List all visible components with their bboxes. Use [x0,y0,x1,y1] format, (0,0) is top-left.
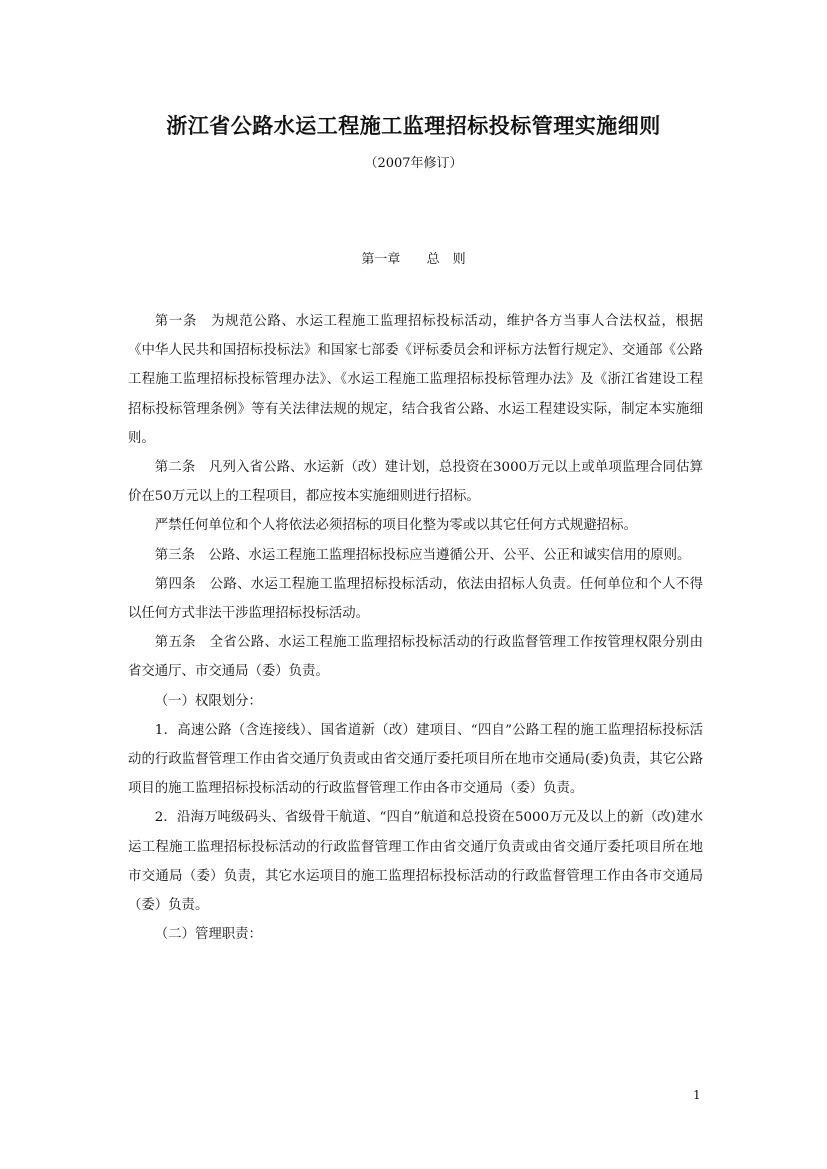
article-1: 第一条 为规范公路、水运工程施工监理招标投标活动，维护各方当事人合法权益，根据《中华人民共和国招标投标法》和国家七部委《评标委员会和评标方法暂行规定》、交通部《公路工程施工监理招标投标管理办法》、《水运工程施工监理招标投标管理办法》及《浙江省建设工程招标投标管理条例》等有关法律法规的规定，结合我省公路、水运工程建设实际，制定本实施细则。 [128,314,703,446]
page-number: 1 [693,1088,701,1102]
authority-item-1: 1．高速公路（含连接线）、国省道新（改）建项目、“四自”公路工程的施工监理招标投标活动的行政监督管理工作由省交通厅负责或由省交通厅委托项目所在地市交通局(委)负责，其它公路项目的施工监理招标投标活动的行政监督管理工作由各市交通局（委）负责。 [128,722,703,797]
section-duties: （二）管理职责： [154,927,262,943]
document-title: 浙江省公路水运工程施工监理招标投标管理实施细则 [166,113,661,138]
section-authority: （一）权限划分： [154,693,262,709]
chapter-heading [0,248,827,267]
article-2: 第二条 凡列入省公路、水运新（改）建计划，总投资在3000万元以上或单项监理合同估算价在50万元以上的工程项目，都应按本实施细则进行招标。 [128,460,703,505]
chapter-number: 第一章 [361,252,401,267]
article-3: 第三条 公路、水运工程施工监理招标投标应当遵循公开、公平、公正和诚实信用的原则。 [154,547,691,563]
article-2-note: 严禁任何单位和个人将依法必须招标的项目化整为零或以其它任何方式规避招标。 [154,518,637,534]
article-4: 第四条 公路、水运工程施工监理招标投标活动，依法由招标人负责。任何单位和个人不得以任何方式非法干涉监理招标投标活动。 [128,576,703,622]
document-body [128,307,703,949]
article-5: 第五条 全省公路、水运工程施工监理招标投标活动的行政监督管理工作按管理权限分别由省交通厅、市交通局（委）负责。 [128,635,703,680]
document-subtitle: （2007年修订） [364,156,463,171]
authority-item-2: 2．沿海万吨级码头、省级骨干航道、“四自”航道和总投资在5000万元及以上的新（改)建水运工程施工监理招标投标活动的行政监督管理工作由省交通厅负责或由省交通厅委托项目所在地市交通局（委）负责，其它水运项目的施工监理招标投标活动的行政监督管理工作由各市交通局（委）负责。 [128,810,703,914]
chapter-name: 总 则 [426,252,466,267]
